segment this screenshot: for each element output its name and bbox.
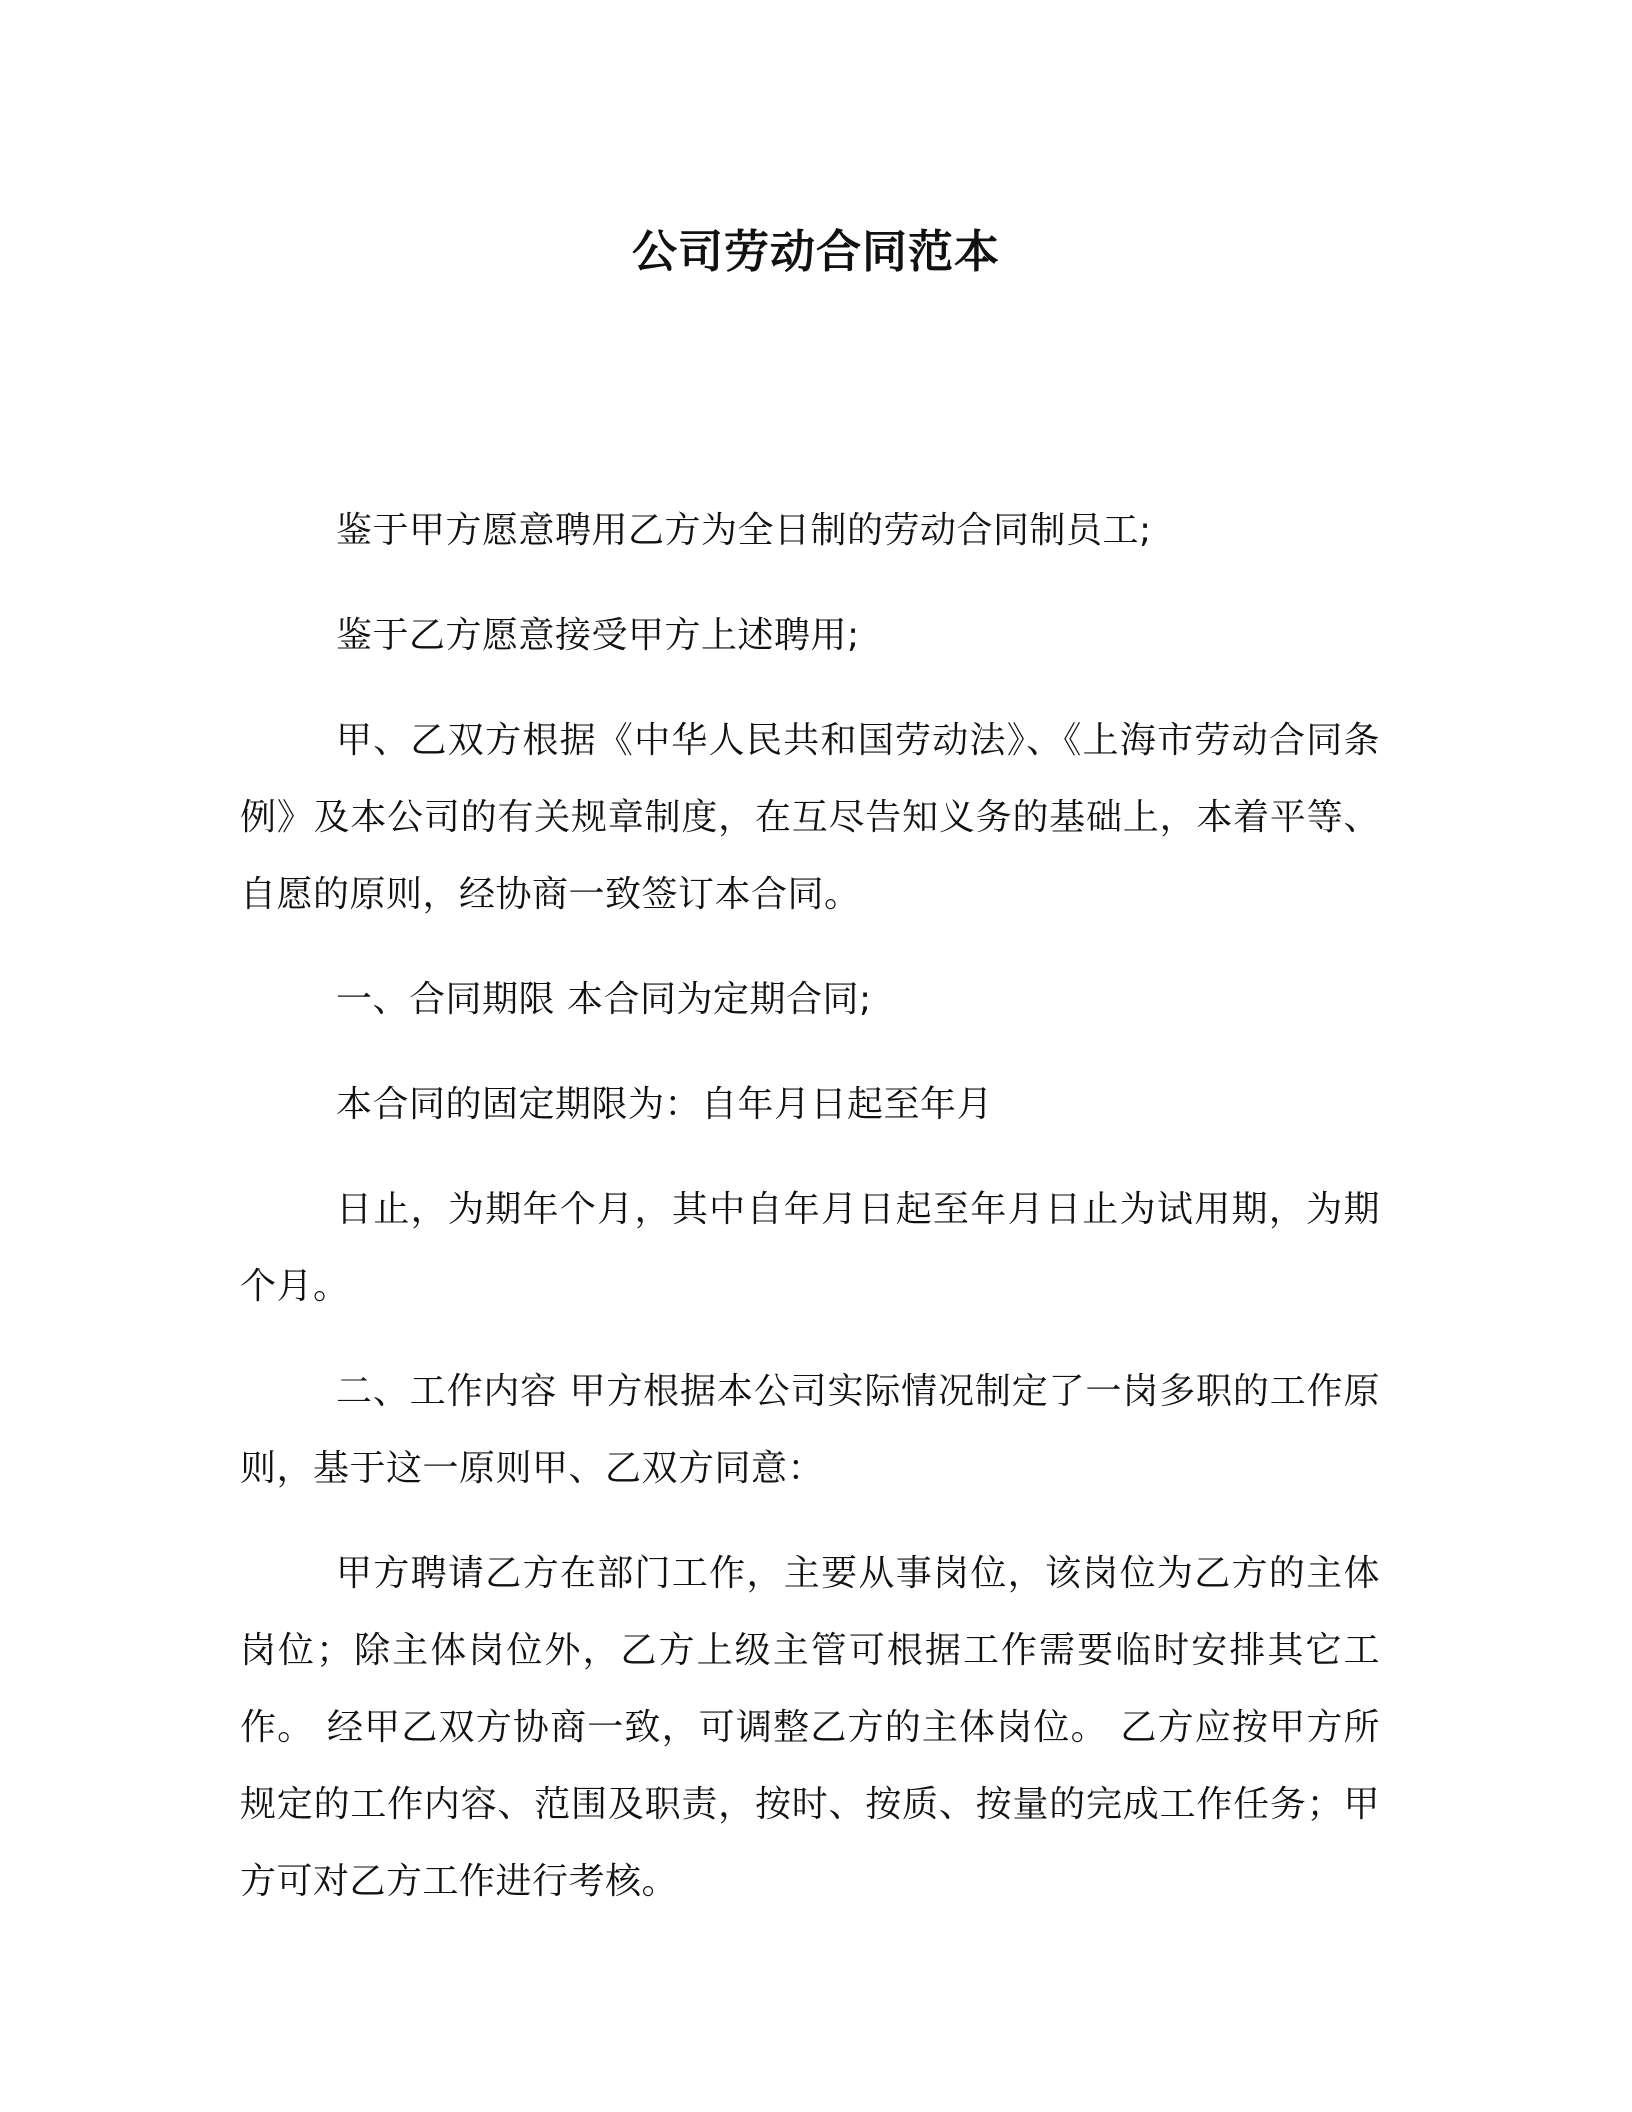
paragraph-recital-2: 鉴于乙方愿意接受甲方上述聘用; bbox=[336, 615, 860, 656]
paragraph-section-2-heading: 二、工作内容 甲方根据本公司实际情况制定了一岗多职的工作原则，基于这一原则甲、乙双方同意： bbox=[240, 1371, 1380, 1489]
paragraph-legal-basis: 甲、乙双方根据《中华人民共和国劳动法》、《上海市劳动合同条例》及本公司的有关规章制度，在互尽告知义务的基础上，本着平等、自愿的原则，经协商一致签订本合同。 bbox=[240, 720, 1380, 915]
paragraph-probation-period: 日止，为期年个月，其中自年月日起至年月日止为试用期，为期个月。 bbox=[240, 1189, 1380, 1307]
document-title: 公司劳动合同范本 bbox=[631, 225, 1000, 278]
document-body bbox=[240, 492, 1380, 1948]
paragraph-section-1-heading: 一、合同期限 本合同为定期合同; bbox=[336, 979, 872, 1020]
paragraph-contract-term: 本合同的固定期限为：自年月日起至年月 bbox=[336, 1084, 994, 1125]
paragraph-job-duties: 甲方聘请乙方在部门工作，主要从事岗位，该岗位为乙方的主体岗位；除主体岗位外，乙方上级主管可根据工作需要临时安排其它工作。 经甲乙双方协商一致，可调整乙方的主体岗位。 乙方应按甲方所规定的工作内容、范围及职责，按时、按质、按量的完成工作任务；甲方可对乙方工作进行考核。 bbox=[240, 1553, 1380, 1902]
paragraph-recital-1: 鉴于甲方愿意聘用乙方为全日制的劳动合同制员工; bbox=[336, 510, 1152, 551]
